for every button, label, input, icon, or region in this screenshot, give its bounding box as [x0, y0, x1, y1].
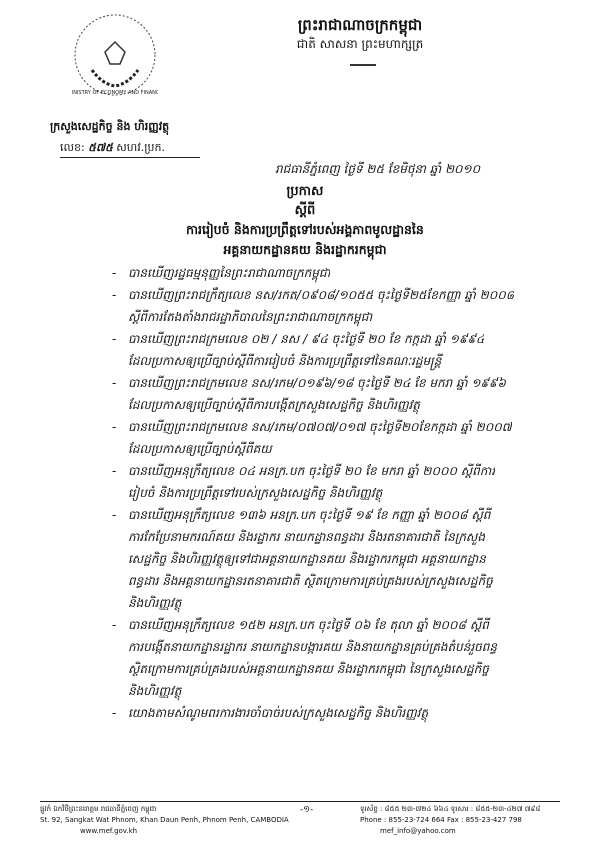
ministry-seal-logo: [72, 12, 158, 98]
ref-suffix: សហវ.ប្រក.: [116, 141, 165, 154]
preamble-list: [112, 262, 515, 724]
bullet-dash: -: [112, 332, 117, 346]
preamble-item: [112, 416, 512, 460]
preamble-line: ស្ថិតក្រោមការគ្រប់គ្រងរបស់អគ្គនាយកដ្ឋានគយ និងរដ្ឋាករកម្ពុជា នៃក្រសួងសេដ្ឋកិច្ច: [128, 662, 489, 676]
preamble-line: ដែលប្រកាសឲ្យប្រើច្បាប់ស្តីពីគយ: [128, 442, 272, 456]
preamble-line: បានឃើញព្រះរាជក្រមលេខ ០២ / នស / ៩៤ ចុះថ្ងៃទី ២០ ខែ កក្កដា ឆ្នាំ ១៩៩៤: [128, 332, 485, 346]
address-km: ផ្លូវកំ ឯកវិថីព្រះនរោត្តម រាជធានីភ្នំពេញ កម្ពុជា: [40, 805, 157, 813]
svg-text:MINISTRY OF ECONOMY AND FINANC: MINISTRY OF ECONOMY AND FINANCE: [72, 90, 158, 96]
email: mef_info@yahoo.com: [380, 827, 456, 835]
preamble-line: ការកែប្រែនាមករណ៍គយ និងរដ្ឋាករ នាយកដ្ឋានពន្ធដារ និងរតនាគារជាតិ នៃក្រសួង: [128, 530, 485, 544]
preamble-line: រៀបចំ និងការប្រព្រឹត្តទៅរបស់ក្រសួងសេដ្ឋកិច្ច និងហិរញ្ញវត្ថុ: [128, 486, 383, 500]
footer-divider: [40, 801, 560, 802]
ref-number: ៥៧៥: [88, 141, 113, 154]
document-type: ប្រកាស: [286, 184, 324, 199]
bullet-dash: -: [112, 376, 117, 390]
bullet-dash: -: [112, 464, 117, 478]
preamble-item: [112, 504, 512, 614]
preamble-line: បានឃើញរដ្ឋធម្មនុញ្ញនៃព្រះរាជាណាចក្រកម្ពុជា: [128, 266, 331, 280]
phone-en: Phone : 855-23-724 664 Fax : 855-23-427 798: [360, 816, 522, 824]
preamble-line: សេដ្ឋកិច្ច និងហិរញ្ញវត្ថុឲ្យទៅជាអគ្គនាយកដ្ឋានគយ និងរដ្ឋាករកម្ពុជា អគ្គនាយកដ្ឋាន: [128, 552, 486, 566]
motto-divider: [350, 64, 376, 66]
preamble-line: ស្តីពីការតែងតាំងរាជរដ្ឋាភិបាលនៃព្រះរាជាណាចក្រកម្ពុជា: [128, 310, 373, 324]
bullet-dash: -: [112, 508, 117, 522]
preamble-item: [112, 262, 512, 284]
subject-line-2: អគ្គនាយកដ្ឋានគយ និងរដ្ឋាករកម្ពុជា: [223, 242, 387, 257]
subject-line-1: ការរៀបចំ និងការប្រព្រឹត្តទៅរបស់អង្គភាពមូលដ្ឋាននៃ: [186, 222, 424, 237]
preamble-line: យោងតាមសំណូមពរការងារចាំបាច់របស់ក្រសួងសេដ្ឋកិច្ច និងហិរញ្ញវត្ថុ: [128, 706, 429, 720]
preamble-line: បានឃើញអនុក្រឹត្យលេខ ០៤ អនក្រ.បក ចុះថ្ងៃទី ២០ ខែ មករា ឆ្នាំ ២០០០ ស្តីពីការ: [128, 464, 496, 478]
preamble-line: ការបង្កើតនាយកដ្ឋានរដ្ឋាករ នាយកដ្ឋានបង្ការគយ និងនាយកដ្ឋានគ្រប់គ្រងតំបន់រួចពន្ធ: [128, 640, 497, 654]
preamble-line: និងហិរញ្ញវត្ថុ: [128, 684, 182, 698]
preamble-item: [112, 614, 512, 702]
preamble-line: ពន្ធដារ និងអគ្គនាយកដ្ឋានរតនាគារជាតិ ស្ថិតក្រោមការគ្រប់គ្រងរបស់ក្រសួងសេដ្ឋកិច្ច: [128, 574, 493, 588]
bullet-dash: -: [112, 706, 117, 720]
footer-address: [40, 804, 289, 837]
footer-contact: [360, 804, 540, 837]
preamble-line: បានឃើញព្រះរាជក្រមលេខ នស/រកម/០៧០៧/០១៧ ចុះថ្ងៃទី២០ខែកក្កដា ឆ្នាំ ២០០៧: [128, 420, 512, 434]
ref-label: លេខ:: [60, 141, 85, 154]
date-line: រាជធានីភ្នំពេញ ថ្ងៃទី ២៥ ខែមិថុនា ឆ្នាំ ២០១០: [275, 162, 481, 176]
preamble-line: និងហិរញ្ញវត្ថុ: [128, 596, 182, 610]
national-motto: ជាតិ សាសនា ព្រះមហាក្សត្រ: [296, 37, 424, 51]
preamble-item: [112, 372, 512, 416]
about-label: ស្តីពី: [294, 203, 316, 218]
page-number: -១-: [300, 805, 314, 815]
preamble-item: [112, 460, 512, 504]
bullet-dash: -: [112, 420, 117, 434]
preamble-line: បានឃើញអនុក្រឹត្យលេខ ១៥២ អនក្រ.បក ចុះថ្ងៃទី ០៦ ខែ តុលា ឆ្នាំ ២០០៨ ស្តីពី: [128, 618, 489, 632]
preamble-item: [112, 284, 515, 328]
phone-km: ទូរស័ព្ទ : ៨៥៥ ២៣-៧២៤ ៦៦៤ ទូរសារ : ៨៥៥-២៣-៤២៧ ៧៩៨: [360, 805, 541, 813]
preamble-line: បានឃើញព្រះរាជក្រឹត្យលេខ នស/រកត/០៩០៨/១០៥៥ ចុះថ្ងៃទី២៥ខែកញ្ញា ឆ្នាំ ២០០៨: [128, 288, 515, 302]
address-en: St. 92, Sangkat Wat Phnom, Khan Daun Penh, Phnom Penh, CAMBODIA: [40, 816, 289, 824]
preamble-item: [112, 702, 512, 724]
bullet-dash: -: [112, 618, 117, 632]
reference-number: [60, 141, 200, 158]
website: www.mef.gov.kh: [80, 827, 138, 835]
preamble-line: បានឃើញអនុក្រឹត្យលេខ ១៣៦ អនក្រ.បក ចុះថ្ងៃទី ១៩ ខែ កញ្ញា ឆ្នាំ ២០០៨ ស្តីពី: [128, 508, 491, 522]
bullet-dash: -: [112, 288, 117, 302]
preamble-line: បានឃើញព្រះរាជក្រមលេខ នស/រកម/០១៩៦/១៨ ចុះថ្ងៃទី ២៤ ខែ មករា ឆ្នាំ ១៩៩៦: [128, 376, 506, 390]
bullet-dash: -: [112, 266, 117, 280]
ministry-name: ក្រសួងសេដ្ឋកិច្ច និង ហិរញ្ញវត្ថុ: [50, 120, 170, 133]
preamble-line: ដែលប្រកាសឲ្យប្រើច្បាប់ស្តីពីការរៀបចំ និងការប្រព្រឹត្តទៅនៃគណៈរដ្ឋមន្ត្រី: [128, 354, 442, 368]
preamble-line: ដែលប្រកាសឲ្យប្រើច្បាប់ស្តីពីការបង្កើតក្រសួងសេដ្ឋកិច្ច និងហិរញ្ញវត្ថុ: [128, 398, 420, 412]
kingdom-heading: ព្រះរាជាណាចក្រកម្ពុជា: [297, 16, 423, 34]
preamble-item: [112, 328, 512, 372]
